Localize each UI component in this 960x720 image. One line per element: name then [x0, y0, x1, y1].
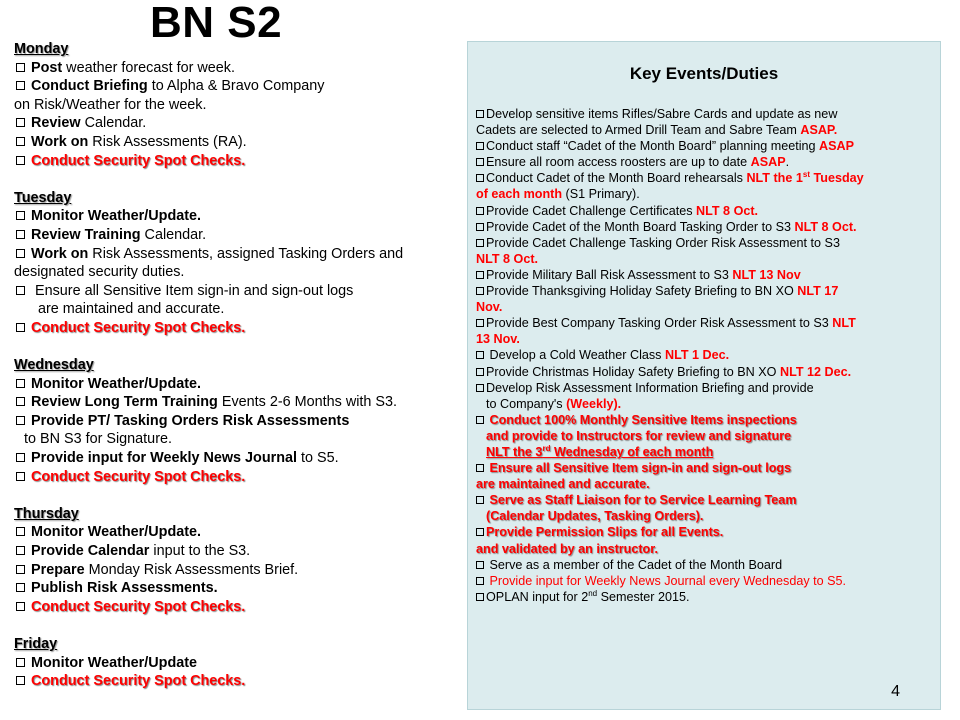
checkbox-icon — [476, 223, 484, 231]
list-item: of each month (S1 Primary). — [476, 187, 640, 202]
checkbox-icon — [16, 118, 25, 127]
list-item: Develop sensitive items Rifles/Sabre Cards and update as new — [476, 106, 936, 122]
checkbox-icon — [16, 565, 25, 574]
checkbox-icon — [16, 472, 25, 481]
list-item: Develop a Cold Weather Class NLT 1 Dec. — [476, 347, 936, 363]
checkbox-icon — [16, 583, 25, 592]
list-item: 13 Nov. — [476, 332, 520, 347]
list-item: designated security duties. — [14, 264, 185, 281]
checkbox-icon — [476, 368, 484, 376]
page-number: 4 — [891, 683, 900, 700]
list-item: Publish Risk Assessments. — [14, 579, 466, 598]
list-item: and validated by an instructor. — [476, 541, 658, 556]
checkbox-icon — [476, 384, 484, 392]
list-item: Provide input for Weekly News Journal every Wednesday to S5. — [476, 573, 936, 589]
list-item: Review Training Calendar. — [14, 226, 466, 245]
list-item: to BN S3 for Signature. — [24, 431, 172, 448]
day-heading-wednesday: Wednesday — [14, 357, 94, 374]
list-item: Conduct Security Spot Checks. — [14, 319, 466, 338]
checkbox-icon — [16, 211, 25, 220]
checkbox-icon — [476, 142, 484, 150]
checkbox-icon — [16, 397, 25, 406]
checkbox-icon — [476, 593, 484, 601]
checkbox-icon — [476, 464, 484, 472]
checkbox-icon — [16, 527, 25, 536]
panel-title: Key Events/Duties — [629, 64, 779, 83]
list-item: Provide Best Company Tasking Order Risk Assessment to S3 NLT — [476, 315, 936, 331]
list-item: Nov. — [476, 300, 503, 315]
checkbox-icon — [16, 546, 25, 555]
weekly-schedule — [14, 40, 466, 691]
list-item: are maintained and accurate. — [476, 477, 650, 492]
list-item: Monitor Weather/Update. — [14, 523, 466, 542]
checkbox-icon — [16, 137, 25, 146]
checkbox-icon — [16, 249, 25, 258]
checkbox-icon — [16, 453, 25, 462]
checkbox-icon — [476, 287, 484, 295]
list-item: Ensure all Sensitive Item sign-in and sign-out logs — [14, 282, 466, 301]
checkbox-icon — [476, 561, 484, 569]
checkbox-icon — [16, 323, 25, 332]
day-heading-monday: Monday — [14, 41, 69, 57]
list-item: NLT 8 Oct. — [476, 251, 539, 266]
list-item: Conduct Briefing to Alpha & Bravo Company — [14, 77, 466, 96]
list-item: Monitor Weather/Update — [14, 654, 466, 673]
list-item: Conduct Cadet of the Month Board rehearsals NLT the 1st Tuesday — [476, 170, 936, 186]
checkbox-icon — [476, 239, 484, 247]
list-item: Provide input for Weekly News Journal to S5. — [14, 449, 466, 468]
list-item: Conduct 100% Monthly Sensitive Items inspections — [476, 412, 936, 428]
list-item: Serve as a member of the Cadet of the Month Board — [476, 557, 936, 573]
day-heading-tuesday: Tuesday — [14, 189, 72, 206]
list-item: (Calendar Updates, Tasking Orders). — [486, 509, 704, 524]
list-item: Develop Risk Assessment Information Briefing and provide — [476, 380, 936, 396]
list-item: Provide Cadet Challenge Tasking Order Risk Assessment to S3 — [476, 235, 936, 251]
checkbox-icon — [16, 286, 25, 295]
list-item: on Risk/Weather for the week. — [14, 96, 207, 113]
checkbox-icon — [476, 577, 484, 585]
page-title: BN S2 — [150, 0, 283, 47]
list-item: Provide Cadet of the Month Board Tasking Order to S3 NLT 8 Oct. — [476, 219, 936, 235]
list-item: Conduct Security Spot Checks. — [14, 672, 466, 691]
checkbox-icon — [476, 416, 484, 424]
list-item: Work on Risk Assessments, assigned Tasking Orders and — [14, 245, 466, 264]
list-item: and provide to Instructors for review and signature — [486, 428, 792, 443]
list-item: Conduct Security Spot Checks. — [14, 598, 466, 617]
checkbox-icon — [16, 63, 25, 72]
list-item: Conduct Security Spot Checks. — [14, 152, 466, 171]
checkbox-icon — [16, 676, 25, 685]
list-item: Monitor Weather/Update. — [14, 207, 466, 226]
list-item: Prepare Monday Risk Assessments Brief. — [14, 561, 466, 580]
checkbox-icon — [16, 379, 25, 388]
list-item: Cadets are selected to Armed Drill Team and Sabre Team ASAP. — [476, 123, 838, 138]
checkbox-icon — [476, 351, 484, 359]
list-item: Work on Risk Assessments (RA). — [14, 133, 466, 152]
day-heading-thursday: Thursday — [14, 505, 79, 522]
checkbox-icon — [476, 207, 484, 215]
checkbox-icon — [476, 496, 484, 504]
list-item: Ensure all room access roosters are up to date ASAP. — [476, 154, 936, 170]
list-item: to Company's (Weekly). — [486, 396, 622, 411]
list-item: Provide Calendar input to the S3. — [14, 542, 466, 561]
list-item: OPLAN input for 2nd Semester 2015. — [476, 589, 936, 605]
list-item: Post weather forecast for week. — [14, 59, 466, 78]
list-item: Review Long Term Training Events 2-6 Months with S3. — [14, 393, 466, 412]
list-item: Provide Thanksgiving Holiday Safety Briefing to BN XO NLT 17 — [476, 283, 936, 299]
checkbox-icon — [476, 528, 484, 536]
list-item: Monitor Weather/Update. — [14, 375, 466, 394]
checkbox-icon — [16, 416, 25, 425]
list-item: Provide Military Ball Risk Assessment to S3 NLT 13 Nov — [476, 267, 936, 283]
checkbox-icon — [16, 81, 25, 90]
key-events-panel — [467, 41, 941, 710]
key-events-list — [476, 106, 936, 605]
checkbox-icon — [476, 110, 484, 118]
list-item: Conduct staff “Cadet of the Month Board” planning meeting ASAP — [476, 138, 936, 154]
list-item: Ensure all Sensitive Item sign-in and sign-out logs — [476, 460, 936, 476]
day-heading-friday: Friday — [14, 636, 58, 652]
checkbox-icon — [476, 174, 484, 182]
checkbox-icon — [476, 158, 484, 166]
list-item: NLT the 3rd Wednesday of each month — [486, 443, 714, 459]
checkbox-icon — [16, 602, 25, 611]
checkbox-icon — [476, 271, 484, 279]
list-item: are maintained and accurate. — [38, 301, 225, 318]
list-item: Provide Cadet Challenge Certificates NLT 8 Oct. — [476, 203, 936, 219]
list-item: Provide Christmas Holiday Safety Briefing to BN XO NLT 12 Dec. — [476, 364, 936, 380]
checkbox-icon — [16, 658, 25, 667]
checkbox-icon — [16, 156, 25, 165]
checkbox-icon — [476, 319, 484, 327]
list-item: Provide PT/ Tasking Orders Risk Assessments — [14, 412, 466, 431]
list-item: Serve as Staff Liaison for to Service Learning Team — [476, 492, 936, 508]
list-item: Conduct Security Spot Checks. — [14, 468, 466, 487]
checkbox-icon — [16, 230, 25, 239]
list-item: Provide Permission Slips for all Events. — [476, 524, 936, 540]
list-item: Review Calendar. — [14, 114, 466, 133]
